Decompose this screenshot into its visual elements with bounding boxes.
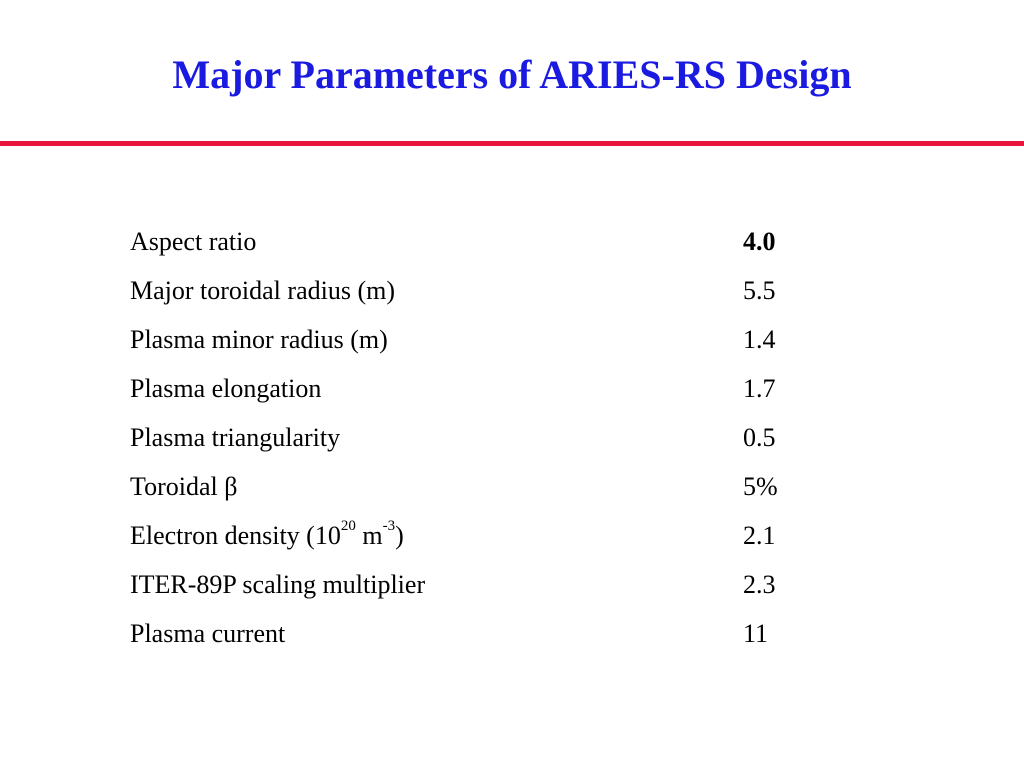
parameter-value: 2.3 — [743, 569, 776, 599]
beta-symbol: β — [224, 471, 238, 501]
label-text: ) — [395, 520, 404, 550]
label-text: Electron density (10 — [130, 520, 341, 550]
table-row — [130, 462, 830, 511]
exponent: 20 — [340, 517, 356, 534]
table-row — [130, 560, 830, 609]
slide-title: Major Parameters of ARIES-RS Design — [172, 52, 852, 97]
parameter-label: Plasma current — [130, 618, 286, 648]
parameter-value: 4.0 — [743, 226, 776, 256]
parameter-value: 1.7 — [743, 373, 776, 403]
parameter-value: 5.5 — [743, 275, 776, 305]
table-row — [130, 413, 830, 462]
label-text: Toroidal — [130, 471, 225, 501]
table-row — [130, 217, 830, 266]
parameter-label: Plasma minor radius (m) — [130, 324, 388, 354]
parameter-value: 5% — [743, 471, 778, 501]
parameter-label: Major toroidal radius (m) — [130, 275, 395, 305]
parameter-label: Aspect ratio — [130, 226, 257, 256]
table-row — [130, 364, 830, 413]
parameter-value: 2.1 — [743, 520, 776, 550]
parameters-table — [130, 217, 830, 658]
table-row — [130, 266, 830, 315]
table-row — [130, 315, 830, 364]
table-row — [130, 609, 830, 658]
label-text: m — [355, 520, 383, 550]
parameter-value: 1.4 — [743, 324, 776, 354]
exponent: -3 — [382, 517, 396, 534]
parameter-label: ITER-89P scaling multiplier — [130, 569, 426, 599]
table-row — [130, 511, 830, 560]
parameter-value: 0.5 — [743, 422, 776, 452]
parameter-label: Plasma elongation — [130, 373, 322, 403]
parameter-value: 11 — [743, 618, 769, 648]
parameter-label: Plasma triangularity — [130, 422, 341, 452]
parameter-label — [130, 472, 743, 502]
parameter-label — [130, 517, 743, 551]
title-divider — [0, 141, 1024, 146]
